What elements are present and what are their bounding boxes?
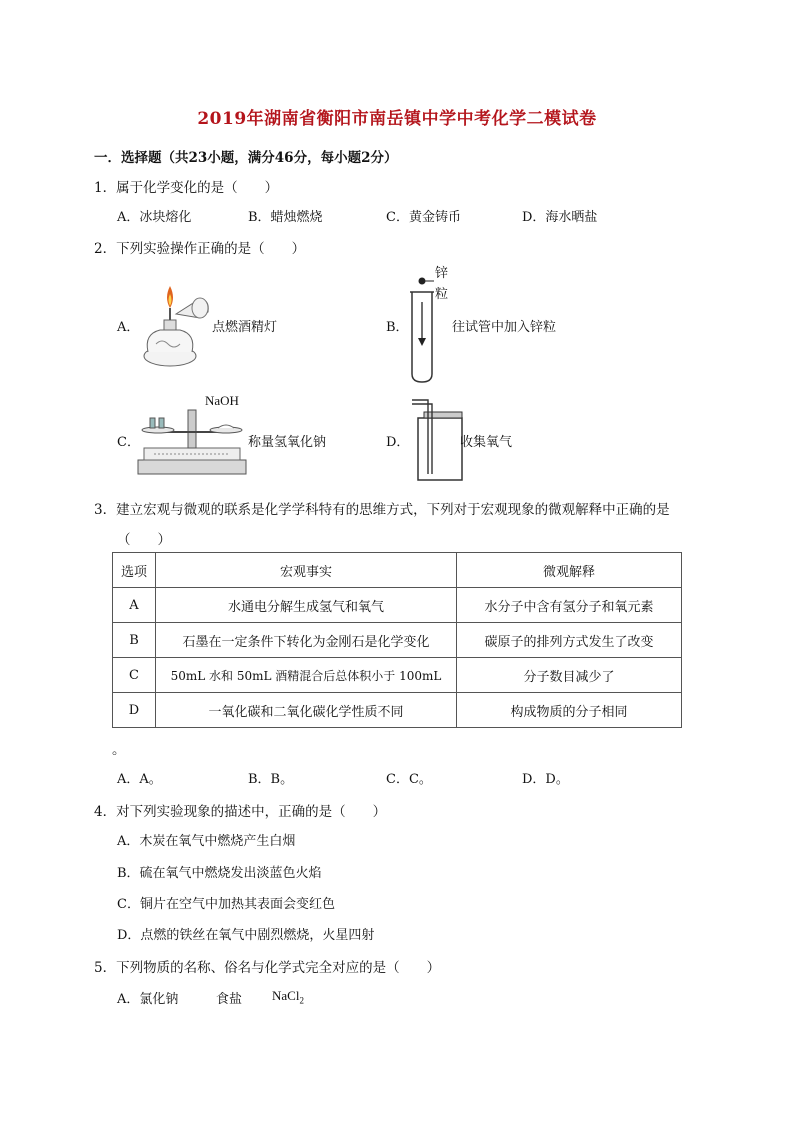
table-cell: 分子数目减少了 — [457, 658, 682, 693]
table-header-row — [113, 553, 682, 588]
table-cell: 水分子中含有氢分子和氧元素 — [457, 588, 682, 623]
q2-c-caption: 称量氢氧化钠 — [248, 435, 327, 450]
q2-option-c-label[interactable]: C． — [117, 435, 140, 450]
q1-option-d[interactable]: D．海水晒盐 — [522, 210, 598, 225]
table-header-cell: 选项 — [113, 553, 156, 588]
q3-option-b[interactable]: B．B。 — [248, 772, 294, 787]
table-row — [113, 623, 682, 658]
q2-option-d-label[interactable]: D． — [386, 435, 410, 450]
question-5-stem: 5．下列物质的名称、俗名与化学式完全对应的是（ ） — [94, 960, 441, 976]
q1-option-a[interactable]: A．冰块熔化 — [117, 210, 192, 225]
q2-b-zinc-label: 锌 — [435, 266, 449, 281]
table-cell: 50mL 水和 50mL 酒精混合后总体积小于 100mL — [156, 658, 457, 693]
question-4-stem: 4．对下列实验现象的描述中，正确的是（ ） — [94, 804, 387, 820]
table-cell: B — [113, 623, 156, 658]
q3-period: 。 — [112, 742, 126, 758]
q3-option-d[interactable]: D．D。 — [522, 772, 569, 787]
q2-option-b-label[interactable]: B． — [386, 320, 409, 335]
table-cell: 一氧化碳和二氧化碳化学性质不同 — [156, 693, 457, 728]
q4-option-b[interactable]: B．硫在氧气中燃烧发出淡蓝色火焰 — [117, 866, 322, 881]
balance-scale-figure — [134, 402, 250, 482]
q4-option-c[interactable]: C．铜片在空气中加热其表面会变红色 — [117, 897, 335, 912]
q5-option-a-common-name: 食盐 — [216, 992, 243, 1007]
q5-option-a-formula — [272, 988, 304, 1006]
q5-option-a[interactable]: A．氯化钠 — [117, 992, 179, 1007]
section-heading: 一．选择题（共23小题，满分46分，每小题2分） — [94, 150, 398, 166]
q4-option-a[interactable]: A．木炭在氧气中燃烧产生白烟 — [117, 834, 296, 849]
table-cell: 碳原子的排列方式发生了改变 — [457, 623, 682, 658]
table-cell: D — [113, 693, 156, 728]
question-3-stem: 3．建立宏观与微观的联系是化学学科特有的思维方式，下列对于宏观现象的微观解释中正确的是 — [94, 502, 670, 518]
formula-main: NaCl — [272, 988, 300, 1003]
q2-b-grain-label: 粒 — [435, 287, 449, 302]
q2-c-naoh-label: NaOH — [205, 393, 239, 408]
q3-table — [112, 552, 682, 728]
table-row — [113, 693, 682, 728]
q3-option-a[interactable]: A．A。 — [117, 772, 162, 787]
table-cell: 水通电分解生成氢气和氧气 — [156, 588, 457, 623]
question-3-paren: （ ） — [117, 532, 171, 548]
table-cell: 构成物质的分子相同 — [457, 693, 682, 728]
table-header-cell: 宏观事实 — [156, 553, 457, 588]
q2-b-caption: 往试管中加入锌粒 — [452, 320, 557, 335]
q3-option-c[interactable]: C．C。 — [386, 772, 432, 787]
gas-bottle-figure — [404, 394, 468, 484]
q2-d-caption: 收集氧气 — [460, 435, 513, 450]
table-row — [113, 588, 682, 623]
table-header-cell: 微观解释 — [457, 553, 682, 588]
formula-subscript: 2 — [299, 995, 304, 1006]
alcohol-lamp-figure — [130, 278, 216, 370]
question-2-stem: 2．下列实验操作正确的是（ ） — [94, 241, 306, 257]
table-cell: 石墨在一定条件下转化为金刚石是化学变化 — [156, 623, 457, 658]
table-cell: A — [113, 588, 156, 623]
question-1-stem: 1．属于化学变化的是（ ） — [94, 180, 279, 196]
q1-option-c[interactable]: C．黄金铸币 — [386, 210, 461, 225]
table-cell: C — [113, 658, 156, 693]
q4-option-d[interactable]: D．点燃的铁丝在氧气中剧烈燃烧，火星四射 — [117, 928, 375, 943]
q2-a-caption: 点燃酒精灯 — [212, 320, 278, 335]
table-row — [113, 658, 682, 693]
q1-option-b[interactable]: B．蜡烛燃烧 — [248, 210, 323, 225]
page-title: 2019年湖南省衡阳市南岳镇中学中考化学二模试卷 — [197, 109, 597, 129]
q2-option-a-label[interactable]: A． — [117, 320, 140, 335]
